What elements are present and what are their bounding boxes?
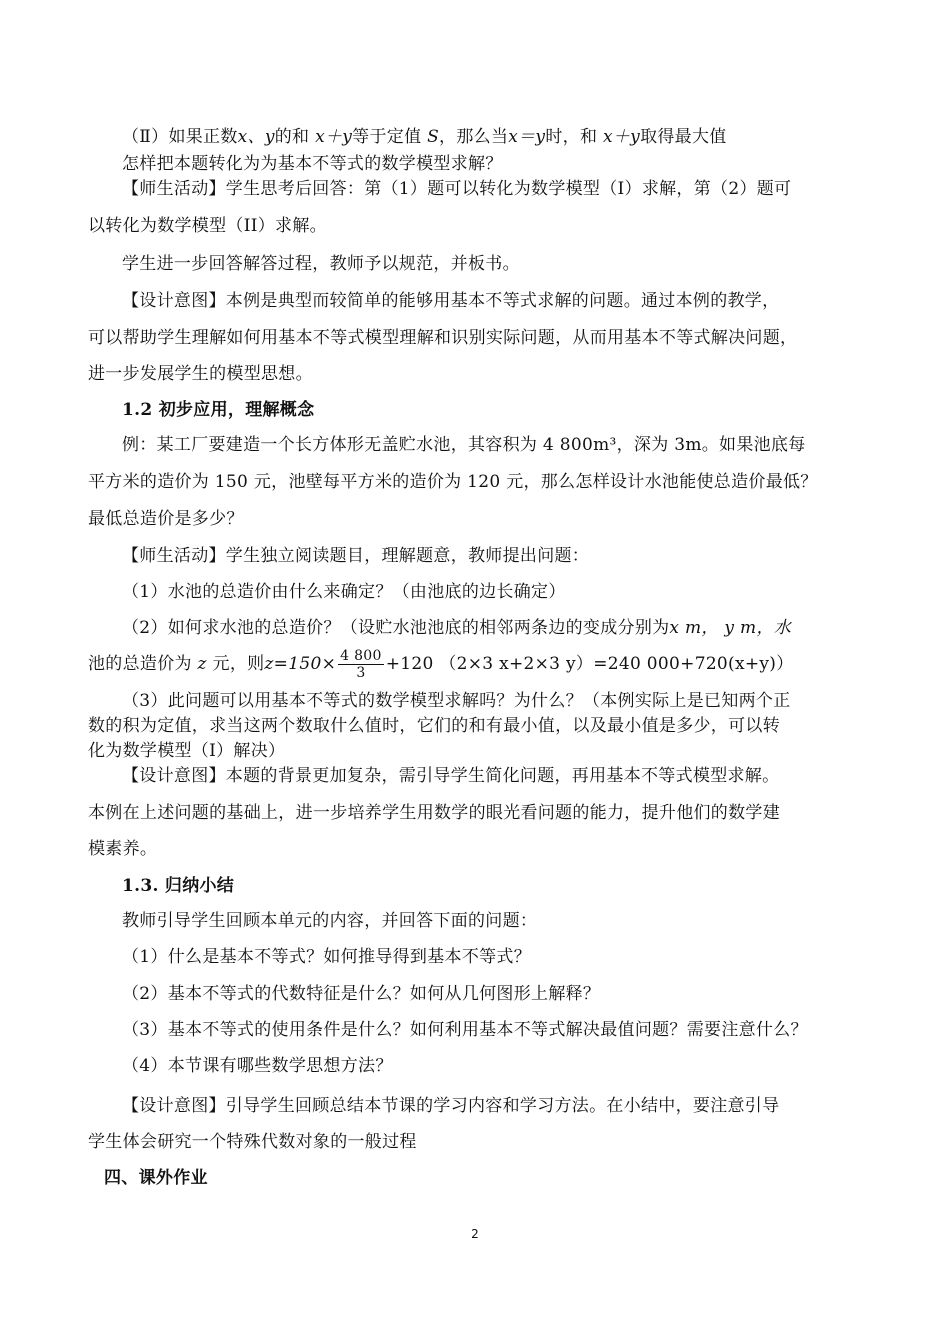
line-question: 怎样把本题转化为为基本不等式的数学模型求解？ <box>122 154 503 174</box>
line-summary-intro: 教师引导学生回顾本单元的内容，并回答下面的问题： <box>122 911 538 931</box>
line-q1: （1）水池的总造价由什么来确定？（由池底的边长确定） <box>122 582 566 602</box>
line-q3c: 化为数学模型（Ⅰ）解决） <box>88 741 286 761</box>
line-design-3: 【设计意图】引导学生回顾总结本节课的学习内容和学习方法。在小结中，要注意引导 <box>122 1096 780 1116</box>
line-summary-q1: （1）什么是基本不等式？如何推导得到基本不等式？ <box>122 947 532 967</box>
section-heading-1-2: 1.2 初步应用，理解概念 <box>122 400 315 420</box>
line-case-2: （Ⅱ）如果正数x、y的和 x＋y等于定值 S，那么当x＝y时，和 x＋y取得最大值 <box>122 127 727 147</box>
line-example-3: 最低总造价是多少？ <box>88 509 244 529</box>
line-summary-q3: （3）基本不等式的使用条件是什么？如何利用基本不等式解决最值问题？需要注意什么？ <box>122 1020 808 1040</box>
line-activity-2: 【师生活动】学生独立阅读题目，理解题意，教师提出问题： <box>122 546 590 566</box>
line-example-1: 例：某工厂要建造一个长方体形无盖贮水池，其容积为 4 800m³，深为 3m。如果池底每 <box>122 435 806 455</box>
line-activity-1: 【师生活动】学生思考后回答：第（1）题可以转化为数学模型（Ⅰ）求解，第（2）题可 <box>122 179 792 199</box>
line-summary-q4: （4）本节课有哪些数学思想方法？ <box>122 1056 393 1076</box>
section-heading-1-3: 1.3. 归纳小结 <box>122 876 235 896</box>
line-q2: （2）如何求水池的总造价？（设贮水池池底的相邻两条边的变成分别为x m， y m，水 <box>122 618 792 638</box>
page-number: 2 <box>471 1227 479 1241</box>
section-heading-homework: 四、课外作业 <box>104 1168 208 1188</box>
line-design-1c: 进一步发展学生的模型思想。 <box>88 364 313 384</box>
line-q3b: 数的积为定值，求当这两个数取什么值时，它们的和有最小值，以及最小值是多少，可以转 <box>88 716 780 736</box>
line-design-1b: 可以帮助学生理解如何用基本不等式模型理解和识别实际问题，从而用基本不等式解决问题， <box>88 328 798 348</box>
line-design-2c: 模素养。 <box>88 839 158 859</box>
line-summary-q2: （2）基本不等式的代数特征是什么？如何从几何图形上解释？ <box>122 984 601 1004</box>
fraction: $\frac{4 800}{3}$ <box>340 648 382 681</box>
line-design-1: 【设计意图】本例是典型而较简单的能够用基本不等式求解的问题。通过本例的教学， <box>122 291 780 311</box>
line-design-2: 【设计意图】本题的背景更加复杂，需引导学生简化问题，再用基本不等式模型求解。 <box>122 766 780 786</box>
line-student-answer: 学生进一步回答解答过程，教师予以规范，并板书。 <box>122 254 520 274</box>
line-design-3b: 学生体会研究一个特殊代数对象的一般过程 <box>88 1132 417 1152</box>
line-q3: （3）此问题可以用基本不等式的数学模型求解吗？为什么？（本例实际上是已知两个正 <box>122 691 791 711</box>
line-q2-formula: 池的总造价为 z 元，则z=150× $\frac{4 800}{3}$ +120 （2×3 x+2×3 y）=240 000+720(x+y)） <box>88 648 794 681</box>
line-design-2b: 本例在上述问题的基础上，进一步培养学生用数学的眼光看问题的能力，提升他们的数学建 <box>88 803 780 823</box>
line-example-2: 平方米的造价为 150 元，池壁每平方米的造价为 120 元，那么怎样设计水池能使总造价最低？ <box>88 472 818 492</box>
line-activity-1b: 以转化为数学模型（II）求解。 <box>88 216 327 236</box>
